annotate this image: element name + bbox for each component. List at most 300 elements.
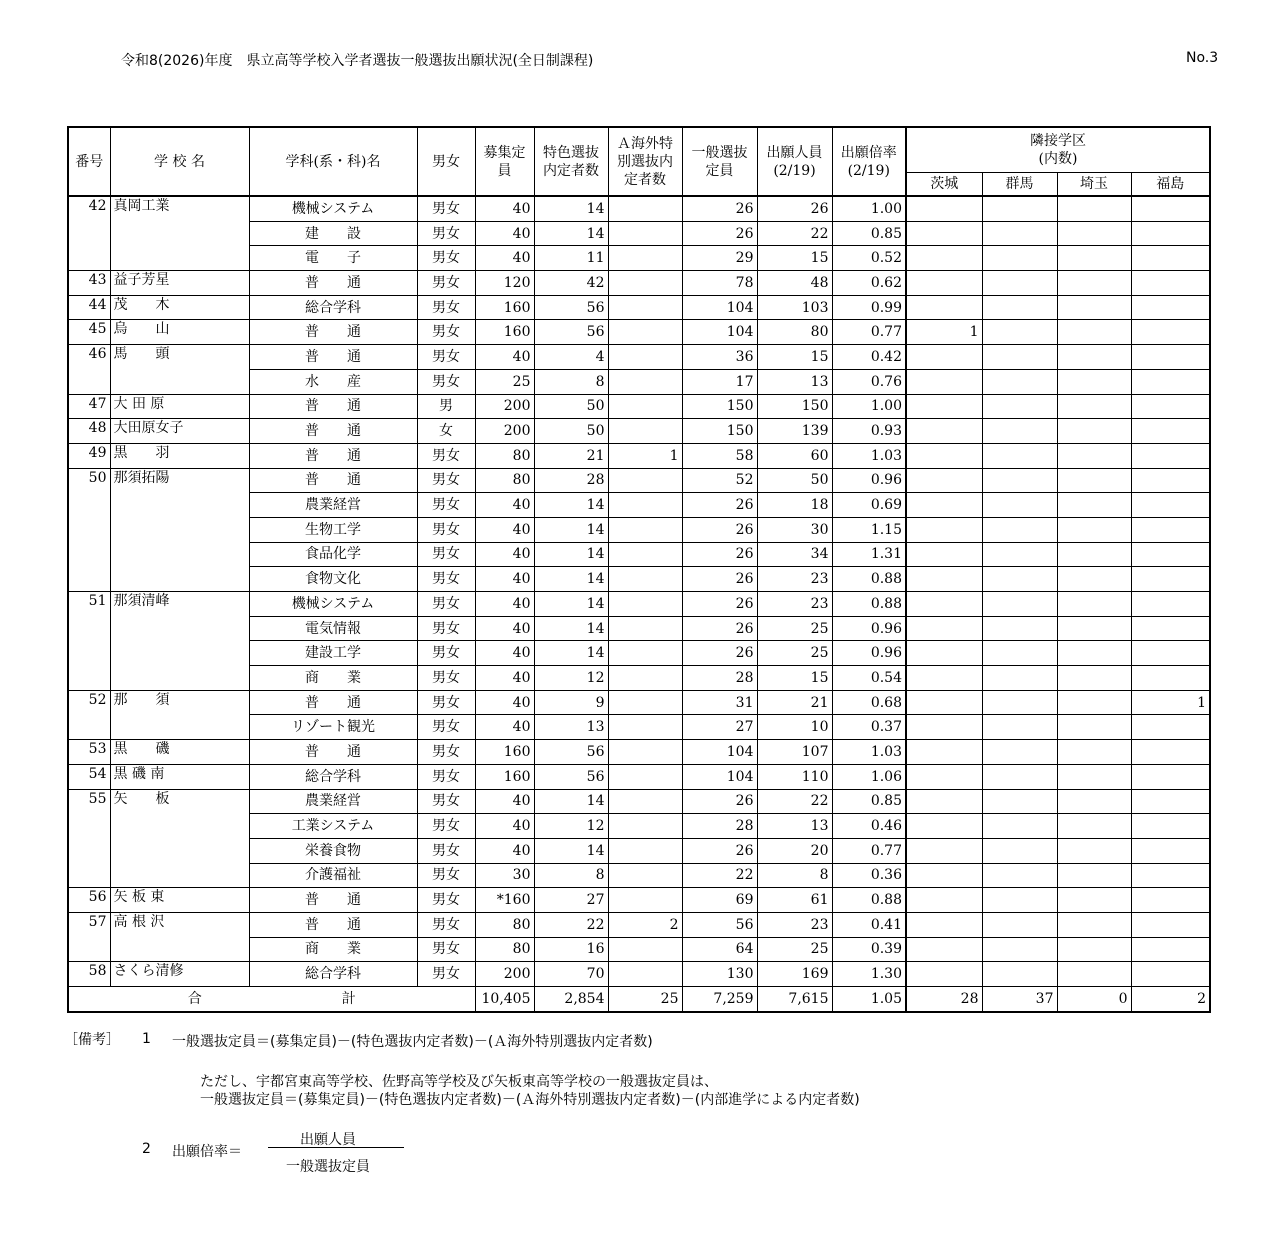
- neighbor-saitama-cell: [1057, 888, 1131, 913]
- overseas-selection-cell: [608, 419, 682, 444]
- general-capacity-cell: 58: [682, 443, 757, 468]
- neighbor-gunma-cell: [982, 345, 1057, 370]
- header-general: 一般選抜定員: [682, 127, 757, 196]
- capacity-cell: 25: [475, 369, 534, 394]
- neighbor-gunma-cell: [982, 616, 1057, 641]
- header-no: 番号: [68, 127, 110, 196]
- ratio-cell: 1.03: [832, 740, 906, 765]
- gender-type: 男女: [417, 221, 475, 246]
- general-capacity-cell: 17: [682, 369, 757, 394]
- ratio-cell: 0.85: [832, 789, 906, 814]
- school-number: 58: [68, 962, 110, 987]
- table-row: [68, 196, 1210, 221]
- neighbor-gunma-cell: [982, 542, 1057, 567]
- special-selection-cell: 14: [534, 221, 608, 246]
- neighbor-gunma-cell: [982, 295, 1057, 320]
- neighbor-ibaraki-cell: [906, 912, 982, 937]
- gender-type: 男: [417, 394, 475, 419]
- total-general: 7,259: [682, 987, 757, 1012]
- neighbor-fukushima-cell: [1131, 616, 1210, 641]
- department-name: 介護福祉: [249, 863, 417, 888]
- school-number: 44: [68, 295, 110, 320]
- capacity-cell: 80: [475, 937, 534, 962]
- general-capacity-cell: 104: [682, 764, 757, 789]
- department-name: 水 産: [249, 369, 417, 394]
- general-capacity-cell: 28: [682, 814, 757, 839]
- neighbor-saitama-cell: [1057, 912, 1131, 937]
- applicants-cell: 20: [757, 838, 832, 863]
- school-name: 黒 磯 南: [110, 764, 249, 789]
- general-capacity-cell: 78: [682, 271, 757, 296]
- department-name: 普 通: [249, 443, 417, 468]
- overseas-selection-cell: [608, 888, 682, 913]
- overseas-selection-cell: [608, 764, 682, 789]
- school-name: 茂 木: [110, 295, 249, 320]
- general-capacity-cell: 26: [682, 196, 757, 221]
- special-selection-cell: 11: [534, 246, 608, 271]
- special-selection-cell: 42: [534, 271, 608, 296]
- applicants-cell: 34: [757, 542, 832, 567]
- gender-type: 男女: [417, 493, 475, 518]
- capacity-cell: 80: [475, 443, 534, 468]
- ratio-cell: 1.00: [832, 394, 906, 419]
- applicants-cell: 13: [757, 814, 832, 839]
- neighbor-saitama-cell: [1057, 789, 1131, 814]
- department-name: リゾート観光: [249, 715, 417, 740]
- neighbor-gunma-cell: [982, 740, 1057, 765]
- special-selection-cell: 4: [534, 345, 608, 370]
- department-name: 食物文化: [249, 567, 417, 592]
- neighbor-saitama-cell: [1057, 345, 1131, 370]
- overseas-selection-cell: [608, 641, 682, 666]
- special-selection-cell: 12: [534, 814, 608, 839]
- general-capacity-cell: 104: [682, 320, 757, 345]
- neighbor-gunma-cell: [982, 221, 1057, 246]
- general-capacity-cell: 150: [682, 394, 757, 419]
- department-name: 食品化学: [249, 542, 417, 567]
- school-name: 大田原女子: [110, 419, 249, 444]
- table-row: [68, 295, 1210, 320]
- overseas-selection-cell: [608, 962, 682, 987]
- capacity-cell: 40: [475, 542, 534, 567]
- ratio-cell: 0.93: [832, 419, 906, 444]
- gender-type: 男女: [417, 666, 475, 691]
- total-capacity: 10,405: [475, 987, 534, 1012]
- total-label-1: 合: [187, 990, 202, 1007]
- special-selection-cell: 56: [534, 320, 608, 345]
- neighbor-ibaraki-cell: [906, 937, 982, 962]
- neighbor-fukushima-cell: [1131, 221, 1210, 246]
- special-selection-cell: 56: [534, 764, 608, 789]
- note-1-sub-2: 一般選抜定員＝(募集定員)－(特色選抜内定者数)－(Ａ海外特別選抜内定者数)－(内部進学による内定者数): [200, 1092, 860, 1108]
- neighbor-gunma-cell: [982, 814, 1057, 839]
- neighbor-gunma-cell: [982, 567, 1057, 592]
- special-selection-cell: 50: [534, 419, 608, 444]
- capacity-cell: 80: [475, 912, 534, 937]
- department-name: 生物工学: [249, 517, 417, 542]
- neighbor-gunma-cell: [982, 419, 1057, 444]
- overseas-selection-cell: [608, 493, 682, 518]
- special-selection-cell: 50: [534, 394, 608, 419]
- general-capacity-cell: 26: [682, 517, 757, 542]
- neighbor-fukushima-cell: [1131, 542, 1210, 567]
- note-1-text: 一般選抜定員＝(募集定員)－(特色選抜内定者数)－(Ａ海外特別選抜内定者数): [172, 1034, 653, 1050]
- header-pref-gunma: 群馬: [982, 173, 1057, 197]
- neighbor-fukushima-cell: [1131, 345, 1210, 370]
- neighbor-gunma-cell: [982, 246, 1057, 271]
- table-row: [68, 592, 1210, 617]
- table-row: [68, 962, 1210, 987]
- gender-type: 男女: [417, 690, 475, 715]
- table-body: [68, 196, 1210, 987]
- ratio-cell: 0.39: [832, 937, 906, 962]
- ratio-cell: 0.77: [832, 838, 906, 863]
- header-special: 特色選抜内定者数: [534, 127, 608, 196]
- neighbor-fukushima-cell: [1131, 863, 1210, 888]
- overseas-selection-cell: [608, 715, 682, 740]
- header-overseas: Ａ海外特別選抜内定者数: [608, 127, 682, 196]
- page-number: No.3: [1186, 50, 1219, 66]
- neighbor-gunma-cell: [982, 320, 1057, 345]
- general-capacity-cell: 29: [682, 246, 757, 271]
- table-row: [68, 789, 1210, 814]
- gender-type: 男女: [417, 271, 475, 296]
- overseas-selection-cell: [608, 246, 682, 271]
- applicants-cell: 103: [757, 295, 832, 320]
- neighbor-saitama-cell: [1057, 394, 1131, 419]
- table-row: [68, 468, 1210, 493]
- ratio-cell: 1.31: [832, 542, 906, 567]
- gender-type: 男女: [417, 542, 475, 567]
- ratio-cell: 0.96: [832, 641, 906, 666]
- school-name: 馬 頭: [110, 345, 249, 394]
- gender-type: 男女: [417, 443, 475, 468]
- table-row: [68, 764, 1210, 789]
- gender-type: 男女: [417, 863, 475, 888]
- department-name: 機械システム: [249, 196, 417, 221]
- neighbor-saitama-cell: [1057, 419, 1131, 444]
- neighbor-saitama-cell: [1057, 271, 1131, 296]
- general-capacity-cell: 150: [682, 419, 757, 444]
- total-label: [68, 987, 475, 1012]
- general-capacity-cell: 69: [682, 888, 757, 913]
- neighbor-ibaraki-cell: [906, 888, 982, 913]
- gender-type: 男女: [417, 838, 475, 863]
- applicants-cell: 60: [757, 443, 832, 468]
- capacity-cell: 80: [475, 468, 534, 493]
- department-name: 普 通: [249, 394, 417, 419]
- table-row: [68, 394, 1210, 419]
- ratio-cell: 0.88: [832, 592, 906, 617]
- general-capacity-cell: 130: [682, 962, 757, 987]
- gender-type: 男女: [417, 517, 475, 542]
- header-neighbor-label: 隣接学区: [1030, 133, 1086, 149]
- capacity-cell: 40: [475, 715, 534, 740]
- school-name: 那須清峰: [110, 592, 249, 691]
- capacity-cell: 40: [475, 592, 534, 617]
- ratio-cell: 0.46: [832, 814, 906, 839]
- school-name: 高 根 沢: [110, 912, 249, 961]
- neighbor-fukushima-cell: [1131, 838, 1210, 863]
- general-capacity-cell: 28: [682, 666, 757, 691]
- capacity-cell: 200: [475, 394, 534, 419]
- table-row: [68, 320, 1210, 345]
- document-title: 令和8(2026)年度 県立高等学校入学者選抜一般選抜出願状況(全日制課程): [121, 53, 594, 69]
- overseas-selection-cell: [608, 468, 682, 493]
- department-name: 普 通: [249, 690, 417, 715]
- special-selection-cell: 9: [534, 690, 608, 715]
- neighbor-saitama-cell: [1057, 320, 1131, 345]
- school-number: 52: [68, 690, 110, 739]
- special-selection-cell: 16: [534, 937, 608, 962]
- total-special: 2,854: [534, 987, 608, 1012]
- overseas-selection-cell: [608, 592, 682, 617]
- applicants-cell: 25: [757, 937, 832, 962]
- ratio-cell: 0.96: [832, 468, 906, 493]
- header-gender: 男女: [417, 127, 475, 196]
- applicants-cell: 23: [757, 567, 832, 592]
- neighbor-saitama-cell: [1057, 567, 1131, 592]
- ratio-cell: 0.37: [832, 715, 906, 740]
- ratio-cell: 0.88: [832, 888, 906, 913]
- header-dept: 学科(系・科)名: [249, 127, 417, 196]
- capacity-cell: 40: [475, 493, 534, 518]
- neighbor-fukushima-cell: [1131, 814, 1210, 839]
- neighbor-ibaraki-cell: [906, 221, 982, 246]
- ratio-cell: 1.03: [832, 443, 906, 468]
- capacity-cell: 160: [475, 764, 534, 789]
- applicants-cell: 23: [757, 912, 832, 937]
- overseas-selection-cell: [608, 616, 682, 641]
- gender-type: 男女: [417, 320, 475, 345]
- neighbor-fukushima-cell: [1131, 493, 1210, 518]
- neighbor-saitama-cell: [1057, 616, 1131, 641]
- gender-type: 男女: [417, 740, 475, 765]
- neighbor-fukushima-cell: [1131, 394, 1210, 419]
- header-applicants: 出願人員(2/19): [757, 127, 832, 196]
- capacity-cell: 40: [475, 690, 534, 715]
- applicants-cell: 18: [757, 493, 832, 518]
- general-capacity-cell: 26: [682, 616, 757, 641]
- neighbor-saitama-cell: [1057, 740, 1131, 765]
- special-selection-cell: 14: [534, 838, 608, 863]
- neighbor-saitama-cell: [1057, 666, 1131, 691]
- neighbor-ibaraki-cell: [906, 616, 982, 641]
- total-row: [68, 987, 1210, 1012]
- neighbor-saitama-cell: [1057, 814, 1131, 839]
- capacity-cell: 40: [475, 814, 534, 839]
- general-capacity-cell: 26: [682, 493, 757, 518]
- ratio-cell: 0.99: [832, 295, 906, 320]
- neighbor-ibaraki-cell: [906, 715, 982, 740]
- general-capacity-cell: 26: [682, 641, 757, 666]
- gender-type: 男女: [417, 567, 475, 592]
- overseas-selection-cell: [608, 517, 682, 542]
- applicants-cell: 169: [757, 962, 832, 987]
- applicants-cell: 48: [757, 271, 832, 296]
- department-name: 普 通: [249, 740, 417, 765]
- neighbor-fukushima-cell: [1131, 419, 1210, 444]
- neighbor-ibaraki-cell: [906, 740, 982, 765]
- school-name: 矢 板 東: [110, 888, 249, 913]
- capacity-cell: 120: [475, 271, 534, 296]
- school-name: 大 田 原: [110, 394, 249, 419]
- capacity-cell: 160: [475, 320, 534, 345]
- department-name: 農業経営: [249, 789, 417, 814]
- department-name: 電 子: [249, 246, 417, 271]
- capacity-cell: 160: [475, 740, 534, 765]
- neighbor-ibaraki-cell: [906, 592, 982, 617]
- ratio-cell: 1.00: [832, 196, 906, 221]
- neighbor-gunma-cell: [982, 666, 1057, 691]
- general-capacity-cell: 36: [682, 345, 757, 370]
- neighbor-ibaraki-cell: [906, 764, 982, 789]
- school-number: 56: [68, 888, 110, 913]
- overseas-selection-cell: [608, 838, 682, 863]
- table-row: [68, 419, 1210, 444]
- school-number: 50: [68, 468, 110, 591]
- special-selection-cell: 27: [534, 888, 608, 913]
- applicants-cell: 107: [757, 740, 832, 765]
- ratio-cell: 1.15: [832, 517, 906, 542]
- ratio-cell: 0.96: [832, 616, 906, 641]
- neighbor-ibaraki-cell: [906, 493, 982, 518]
- total-overseas: 25: [608, 987, 682, 1012]
- note-2-number: 2: [142, 1141, 151, 1157]
- total-ibaraki: 28: [906, 987, 982, 1012]
- neighbor-gunma-cell: [982, 493, 1057, 518]
- special-selection-cell: 56: [534, 740, 608, 765]
- applicants-cell: 21: [757, 690, 832, 715]
- ratio-cell: 0.42: [832, 345, 906, 370]
- school-number: 55: [68, 789, 110, 888]
- general-capacity-cell: 56: [682, 912, 757, 937]
- special-selection-cell: 56: [534, 295, 608, 320]
- neighbor-ibaraki-cell: [906, 863, 982, 888]
- neighbor-gunma-cell: [982, 715, 1057, 740]
- note-1-sub-1: ただし、宇都宮東高等学校、佐野高等学校及び矢板東高等学校の一般選抜定員は、: [200, 1074, 718, 1090]
- applicants-cell: 15: [757, 345, 832, 370]
- general-capacity-cell: 52: [682, 468, 757, 493]
- neighbor-gunma-cell: [982, 888, 1057, 913]
- neighbor-gunma-cell: [982, 863, 1057, 888]
- neighbor-saitama-cell: [1057, 863, 1131, 888]
- neighbor-ibaraki-cell: [906, 814, 982, 839]
- neighbor-ibaraki-cell: [906, 246, 982, 271]
- neighbor-saitama-cell: [1057, 690, 1131, 715]
- neighbor-gunma-cell: [982, 937, 1057, 962]
- table-row: [68, 271, 1210, 296]
- gender-type: 男女: [417, 764, 475, 789]
- overseas-selection-cell: [608, 937, 682, 962]
- header-ratio: 出願倍率(2/19): [832, 127, 906, 196]
- school-name: 那須拓陽: [110, 468, 249, 591]
- overseas-selection-cell: [608, 221, 682, 246]
- capacity-cell: 40: [475, 345, 534, 370]
- overseas-selection-cell: [608, 567, 682, 592]
- note-2-denominator: 一般選抜定員: [286, 1159, 370, 1175]
- neighbor-gunma-cell: [982, 394, 1057, 419]
- table-row: [68, 888, 1210, 913]
- neighbor-saitama-cell: [1057, 715, 1131, 740]
- neighbor-gunma-cell: [982, 271, 1057, 296]
- applicants-cell: 80: [757, 320, 832, 345]
- overseas-selection-cell: [608, 789, 682, 814]
- neighbor-ibaraki-cell: [906, 196, 982, 221]
- neighbor-gunma-cell: [982, 641, 1057, 666]
- applicants-cell: 25: [757, 641, 832, 666]
- table-row: [68, 345, 1210, 370]
- neighbor-saitama-cell: [1057, 493, 1131, 518]
- neighbor-saitama-cell: [1057, 221, 1131, 246]
- neighbor-saitama-cell: [1057, 517, 1131, 542]
- department-name: 総合学科: [249, 764, 417, 789]
- neighbor-fukushima-cell: [1131, 666, 1210, 691]
- department-name: 普 通: [249, 468, 417, 493]
- overseas-selection-cell: [608, 369, 682, 394]
- overseas-selection-cell: 1: [608, 443, 682, 468]
- table-row: [68, 443, 1210, 468]
- neighbor-gunma-cell: [982, 912, 1057, 937]
- department-name: 商 業: [249, 666, 417, 691]
- school-name: 黒 磯: [110, 740, 249, 765]
- neighbor-fukushima-cell: [1131, 740, 1210, 765]
- gender-type: 男女: [417, 937, 475, 962]
- special-selection-cell: 13: [534, 715, 608, 740]
- general-capacity-cell: 26: [682, 789, 757, 814]
- total-ratio: 1.05: [832, 987, 906, 1012]
- general-capacity-cell: 26: [682, 542, 757, 567]
- gender-type: 女: [417, 419, 475, 444]
- neighbor-fukushima-cell: [1131, 888, 1210, 913]
- gender-type: 男女: [417, 962, 475, 987]
- special-selection-cell: 14: [534, 592, 608, 617]
- neighbor-ibaraki-cell: [906, 690, 982, 715]
- neighbor-ibaraki-cell: [906, 641, 982, 666]
- school-name: 真岡工業: [110, 196, 249, 271]
- overseas-selection-cell: [608, 271, 682, 296]
- neighbor-ibaraki-cell: [906, 394, 982, 419]
- general-capacity-cell: 27: [682, 715, 757, 740]
- department-name: 建 設: [249, 221, 417, 246]
- ratio-cell: 0.41: [832, 912, 906, 937]
- applicants-cell: 26: [757, 196, 832, 221]
- neighbor-ibaraki-cell: [906, 542, 982, 567]
- header-pref-saitama: 埼玉: [1057, 173, 1131, 197]
- neighbor-ibaraki-cell: [906, 419, 982, 444]
- gender-type: 男女: [417, 814, 475, 839]
- applicants-cell: 61: [757, 888, 832, 913]
- school-name: 益子芳星: [110, 271, 249, 296]
- capacity-cell: 200: [475, 419, 534, 444]
- notes-label: ［備考］: [64, 1032, 120, 1048]
- department-name: 普 通: [249, 320, 417, 345]
- applicants-cell: 50: [757, 468, 832, 493]
- ratio-cell: 0.68: [832, 690, 906, 715]
- neighbor-saitama-cell: [1057, 369, 1131, 394]
- overseas-selection-cell: [608, 320, 682, 345]
- ratio-cell: 0.52: [832, 246, 906, 271]
- neighbor-saitama-cell: [1057, 592, 1131, 617]
- neighbor-ibaraki-cell: [906, 271, 982, 296]
- neighbor-ibaraki-cell: 1: [906, 320, 982, 345]
- header-neighbor-sub: (内数): [1038, 151, 1078, 167]
- department-name: 電気情報: [249, 616, 417, 641]
- ratio-cell: 1.06: [832, 764, 906, 789]
- capacity-cell: 40: [475, 246, 534, 271]
- neighbor-fukushima-cell: [1131, 937, 1210, 962]
- neighbor-ibaraki-cell: [906, 789, 982, 814]
